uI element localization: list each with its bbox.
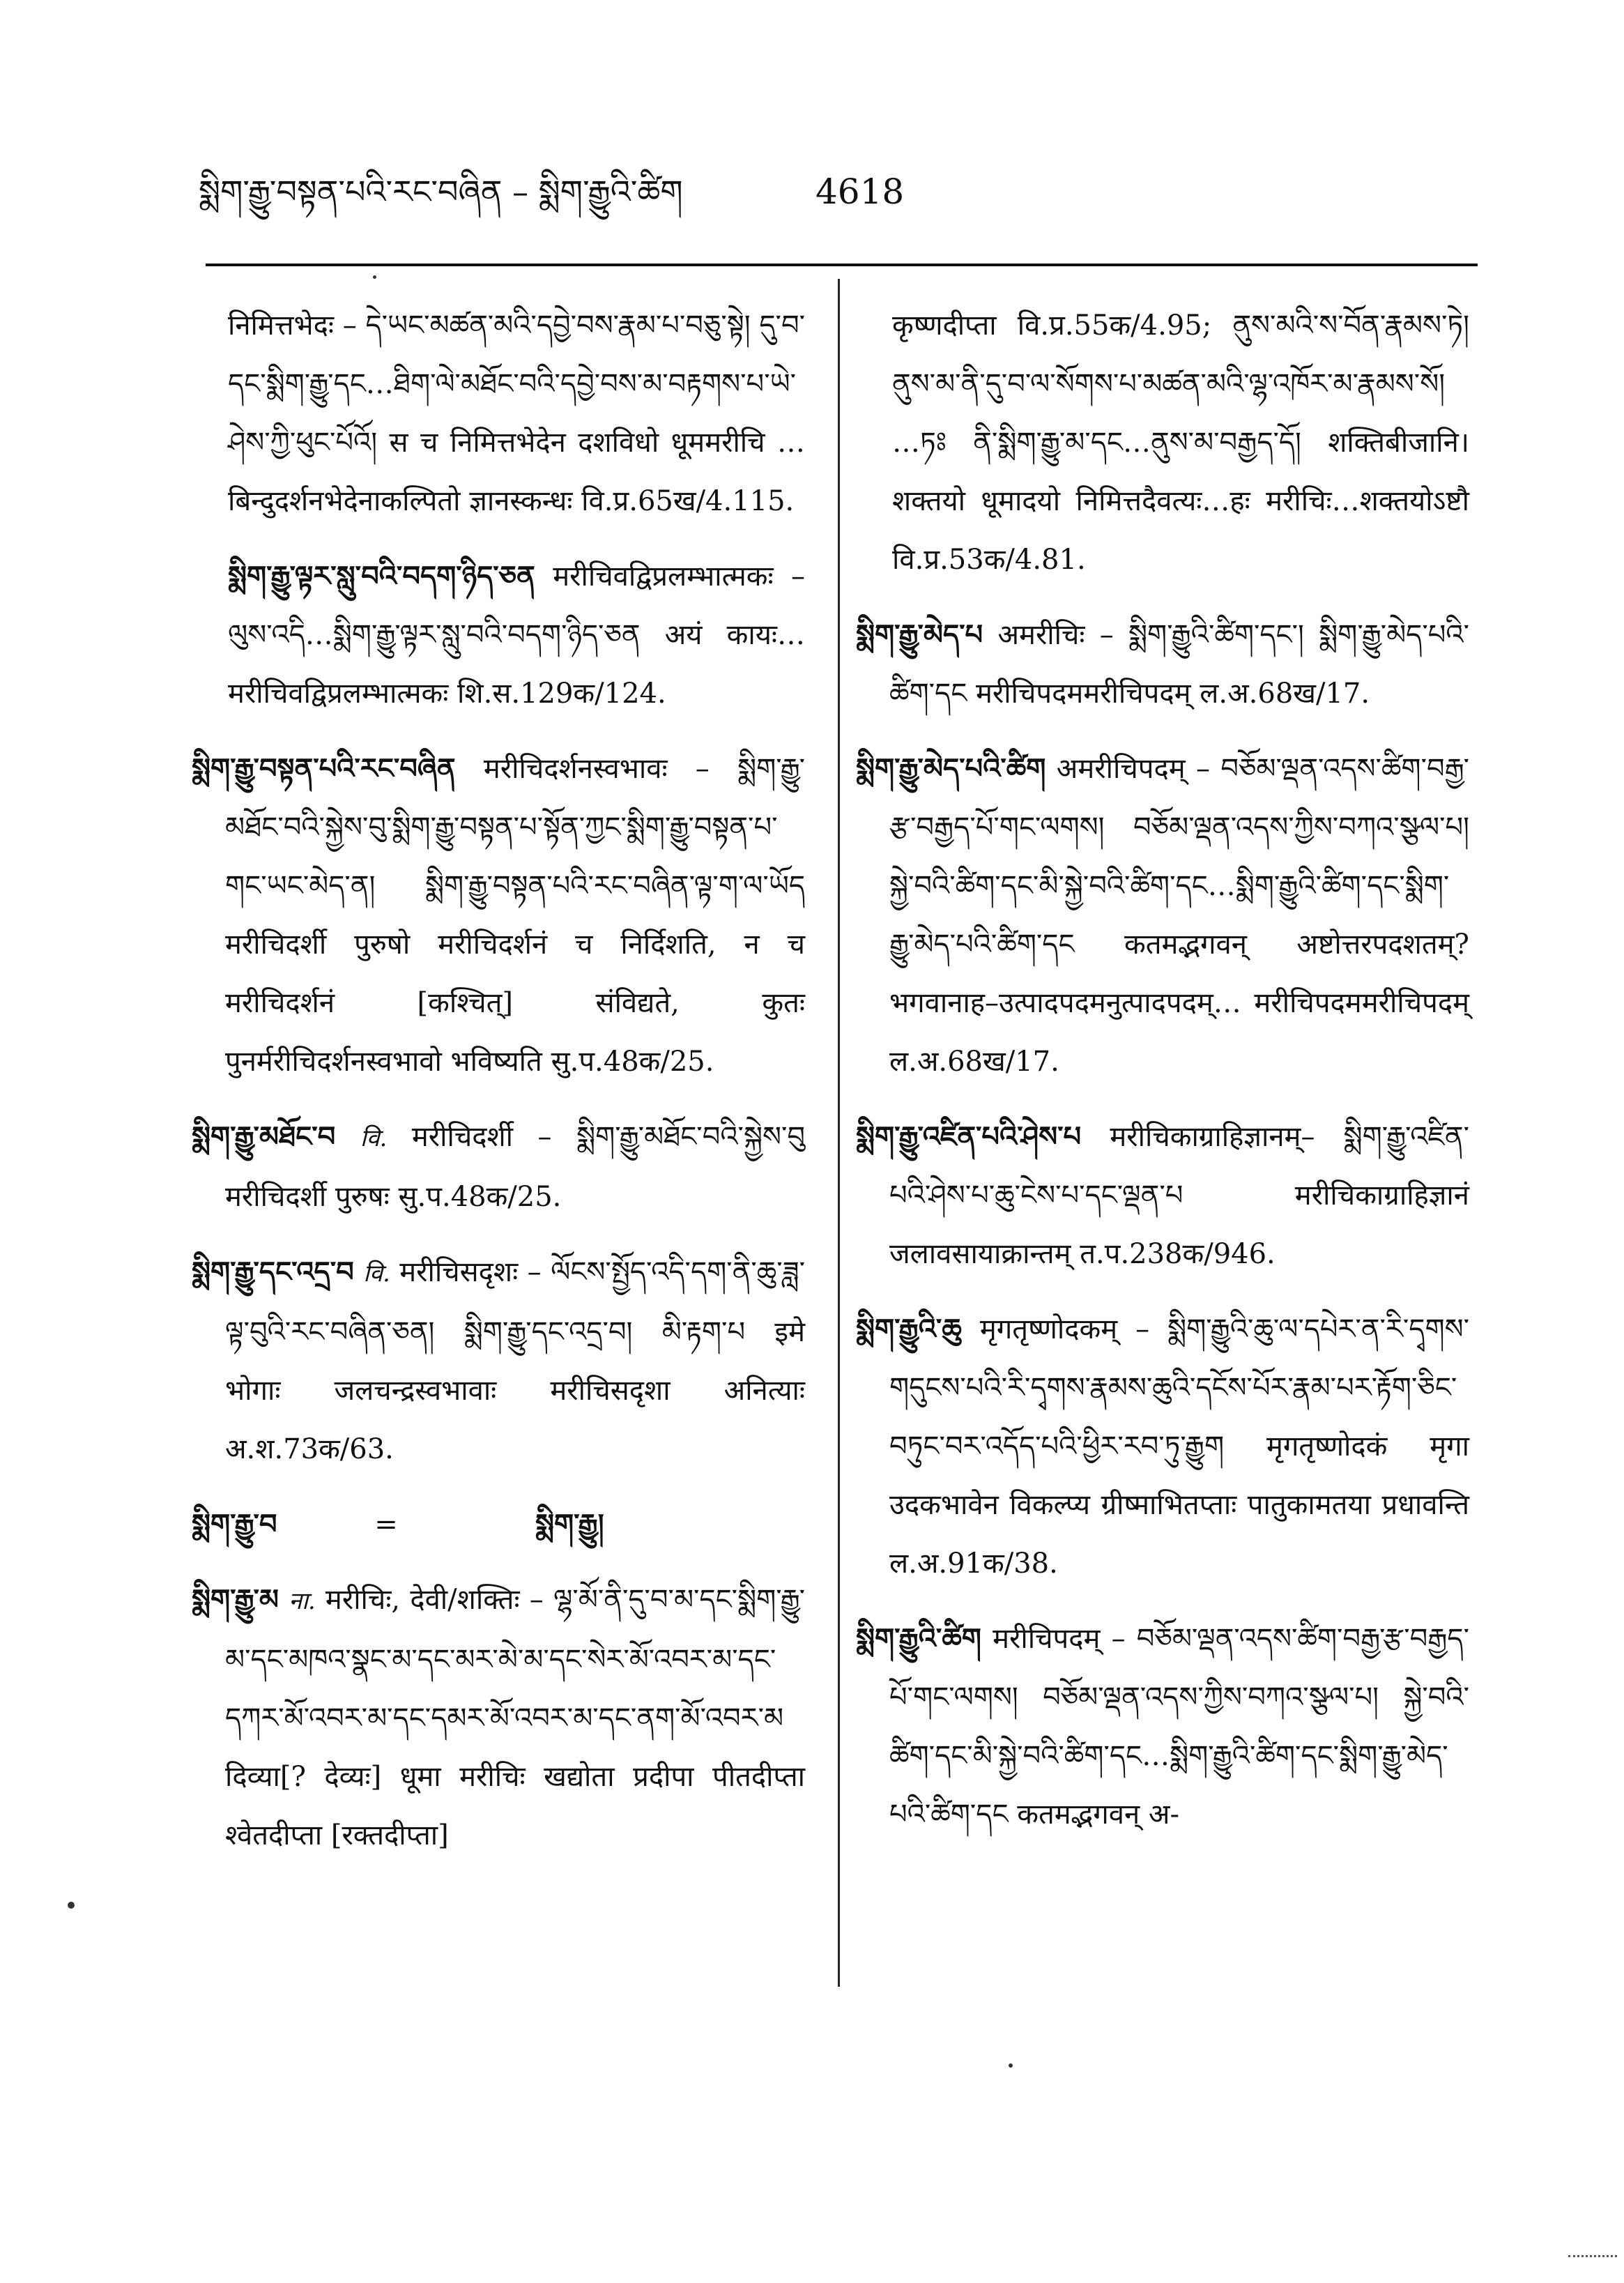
dictionary-entry	[856, 1300, 1469, 1593]
right-column	[856, 296, 1469, 1861]
corner-mark	[1568, 2234, 1617, 2257]
dictionary-entry	[192, 1571, 805, 1865]
entry-reference: ल.अ.68ख/17.	[889, 1046, 1059, 1078]
entry-body: मरीचिकाग्राहिज्ञानम्– སྨིག་རྒྱུ་འཛིན་པའི་ཤེས་པ་ཆུ་ངེས་པ་དང་ལྡན་པ मरीचिकाग्राहिज्ञानं जलावसायाक्रान्तम्	[889, 1121, 1469, 1270]
entry-body: मृगतृष्णोदकम् – སྨིག་རྒྱུའི་ཆུ་ལ་དཔེར་ན་རི་དྭགས་གདུངས་པའི་རི་དྭགས་རྣམས་ཆུའི་དངོས་པོར་རྣམ་པར་རྟོག་ཅིང་བཏུང་བར་འདོད་པའི་ཕྱིར་རབ་ཏུ་རྒྱུག मृगतृष्णोदकं मृगा उदकभावेन विकल्प्य ग्रीष्माभितप्ताः पातुकामतया प्रधावन्ति	[889, 1313, 1470, 1521]
entry-reference: अ.श.73क/63.	[225, 1433, 394, 1465]
entry-headword: སྨིག་རྒྱུའི་ཆུ	[856, 1313, 962, 1345]
speck-mark	[373, 275, 376, 279]
entry-headword: སྨིག་རྒྱུ་མཐོང་བ	[192, 1120, 336, 1153]
entry-reference: सु.प.48क/25.	[551, 1046, 714, 1078]
entry-headword: སྨིག་རྒྱུ་མེད་པའི་ཚིག	[856, 752, 1046, 785]
entry-body: मरीचिः, देवी/शक्तिः – ལྷ་མོ་ནི་དུ་བ་མ་དང་སྨིག་རྒྱུ་མ་དང་མཁའ་སྣང་མ་དང་མར་མེ་མ་དང་སེར་མོ་འབར་མ་དང་དཀར་མོ་འབར་མ་དང་དམར་མོ་འབར་མ་དང་ནག་མོ་འབར་མ दिव्या[? देव्यः] धूमा मरीचिः खद्योता प्रदीपा पीतदीप्ता श्वेतदीप्ता [रक्तदीप्ता]	[225, 1584, 805, 1851]
entry-reference: शि.स.129क/124.	[457, 678, 666, 710]
dictionary-entry	[192, 547, 805, 723]
grammar-label: ना.	[289, 1587, 316, 1615]
entry-body: मरीचिवद्विप्रलम्भात्मकः – ལུས་འདི…སྨིག་རྒྱུ་ལྟར་སླུ་བའི་བདག་ཉིད་ཅན अयं कायः…मरीचिवद्विप्रलम्भात्मकः	[228, 560, 805, 710]
dictionary-entry	[192, 1108, 805, 1226]
dictionary-entry	[192, 296, 805, 530]
entry-headword: སྨིག་རྒྱུ་བ	[192, 1508, 277, 1541]
entry-reference: सु.प.48क/25.	[398, 1181, 562, 1213]
left-column	[192, 296, 805, 1881]
header-rule	[206, 264, 1478, 266]
entry-body: कृष्णदीप्ता वि.प्र.55क/4.95; ནུས་མའི་ས་བོན་རྣམས་ཏེ། ནུས་མ་ནི་དུ་བ་ལ་སོགས་པ་མཚན་མའི་ལྷ་འཁོར་མ་རྣམས་སོ། …ཏཿ ནི་སྨིག་རྒྱུ་མ་དང…ནུས་མ་བརྒྱད་དོ། शक्तिबीजानि। शक्तयो धूमादयो निमित्तदैवत्यः…हः मरीचिः…शक्तयोऽष्टौ	[892, 310, 1469, 517]
entry-body: मरीचिदर्शी – སྨིག་རྒྱུ་མཐོང་བའི་སྐྱེས་བུ मरीचिदर्शी पुरुषः	[225, 1121, 805, 1213]
dictionary-entry	[192, 740, 805, 1091]
entry-body: मरीचिसदृशः – ལོངས་སྤྱོད་འདི་དག་ནི་ཆུ་ཟླ་ལྟ་བུའི་རང་བཞིན་ཅན། སྨིག་རྒྱུ་དང་འདྲ་བ། མི་རྟག་པ इमे भोगाः जलचन्द्रस्वभावाः मरीचिसदृशा अनित्याः	[225, 1256, 805, 1407]
entry-body: अमरीचिपदम् – བཅོམ་ལྡན་འདས་ཚིག་བརྒྱ་རྩ་བརྒྱད་པོ་གང་ལགས། བཅོམ་ལྡན་འདས་ཀྱིས་བཀའ་སྩལ་པ། སྐྱེ་བའི་ཚིག་དང་མི་སྐྱེ་བའི་ཚིག་དང…སྨིག་རྒྱུའི་ཚིག་དང་སྨིག་རྒྱུ་མེད་པའི་ཚིག་དང कतमद्भगवन् अष्टोत्तरपदशतम्? भगवानाह–उत्पादपदमनुत्पादपदम्… मरीचिपदममरीचिपदम्	[889, 753, 1469, 1019]
dictionary-entry	[856, 1610, 1469, 1844]
cross-reference-entry: སྨིག་རྒྱུ་བ = སྨིག་རྒྱུ།	[192, 1508, 604, 1541]
entry-body: अमरीचिः – སྨིག་རྒྱུའི་ཚིག་དང་། སྨིག་རྒྱུ་མེད་པའི་ཚིག་དང मरीचिपदममरीचिपदम्	[889, 619, 1469, 710]
speck-mark	[68, 1902, 75, 1909]
entry-headword: སྨིག་རྒྱུ་འཛིན་པའི་ཤེས་པ	[856, 1120, 1082, 1153]
entry-body: मरीचिपदम् – བཅོམ་ལྡན་འདས་ཚིག་བརྒྱ་རྩ་བརྒྱད་པོ་གང་ལགས། བཅོམ་ལྡན་འདས་ཀྱིས་བཀའ་སྩལ་པ། སྐྱེ་བའི་ཚིག་དང་མི་སྐྱེ་བའི་ཚིག་དང…སྨིག་རྒྱུའི་ཚིག་དང་སྨིག་རྒྱུ་མེད་པའི་ཚིག་དང कतमद्भगवन् अ-	[889, 1623, 1469, 1831]
entry-headword: སྨིག་རྒྱུ་མ	[192, 1583, 279, 1616]
grammar-label: वि.	[363, 1260, 390, 1288]
speck-mark	[1009, 2063, 1013, 2068]
entry-reference: वि.प्र.65ख/4.115.	[581, 485, 795, 517]
entry-body: निमित्तभेदः – དེ་ཡང་མཚན་མའི་དབྱེ་བས་རྣམ་པ་བཅུ་སྟེ། དུ་བ་དང་སྨིག་རྒྱུ་དང…ཐིག་ལེ་མཐོང་བའི་དབྱེ་བས་མ་བརྟགས་པ་ཡེ་ཤེས་ཀྱི་ཕུང་པོའོ། स च निमित्तभेदेन दशविधो धूममरीचि … बिन्दुदर्शनभेदेनाकल्पितो ज्ञानस्कन्धः	[228, 310, 805, 517]
cross-reference-target: སྨིག་རྒྱུ།	[535, 1508, 604, 1541]
dictionary-entry	[856, 296, 1469, 589]
entry-headword: སྨིག་རྒྱུ་ལྟར་སླུ་བའི་བདག་ཉིད་ཅན	[228, 560, 535, 593]
dictionary-entry	[856, 1108, 1469, 1283]
entry-headword: སྨིག་རྒྱུའི་ཚིག	[856, 1622, 981, 1655]
page-number: 4618	[815, 171, 905, 212]
entry-headword: སྨིག་རྒྱུ་མེད་པ	[856, 618, 983, 651]
entry-reference: वि.प्र.53क/4.81.	[892, 544, 1086, 576]
column-divider	[838, 279, 840, 1987]
entry-reference: ल.अ.91क/38.	[889, 1548, 1058, 1580]
entry-headword: སྨིག་རྒྱུ་བསྟན་པའི་རང་བཞིན	[192, 752, 456, 785]
running-head-title: སྨིག་རྒྱུ་བསྟན་པའི་རང་བཞིན – སྨིག་རྒྱུའི་ཚིག	[199, 173, 683, 211]
grammar-label: वि.	[360, 1124, 388, 1152]
entry-reference: त.प.238क/946.	[1080, 1238, 1276, 1270]
dictionary-entry	[856, 740, 1469, 1091]
dictionary-entry	[856, 606, 1469, 723]
entry-headword: སྨིག་རྒྱུ་དང་འདྲ་བ	[192, 1255, 354, 1288]
running-head	[199, 160, 1174, 223]
entry-body: मरीचिदर्शनस्वभावः – སྨིག་རྒྱུ་མཐོང་བའི་སྐྱེས་བུ་སྨིག་རྒྱུ་བསྟན་པ་སྟོན་ཀྱང་སྨིག་རྒྱུ་བསྟན་པ་གང་ཡང་མེད་ན། སྨིག་རྒྱུ་བསྟན་པའི་རང་བཞིན་ལྟ་ག་ལ་ཡོད मरीचिदर्शी पुरुषो मरीचिदर्शनं च निर्दिशति, न च मरीचिदर्शनं [कश्चित्] संविद्यते, कुतः पुनर्मरीचिदर्शनस्वभावो भविष्यति	[225, 753, 805, 1078]
dictionary-entry	[192, 1243, 805, 1479]
entry-reference: ल.अ.68ख/17.	[1200, 678, 1370, 710]
